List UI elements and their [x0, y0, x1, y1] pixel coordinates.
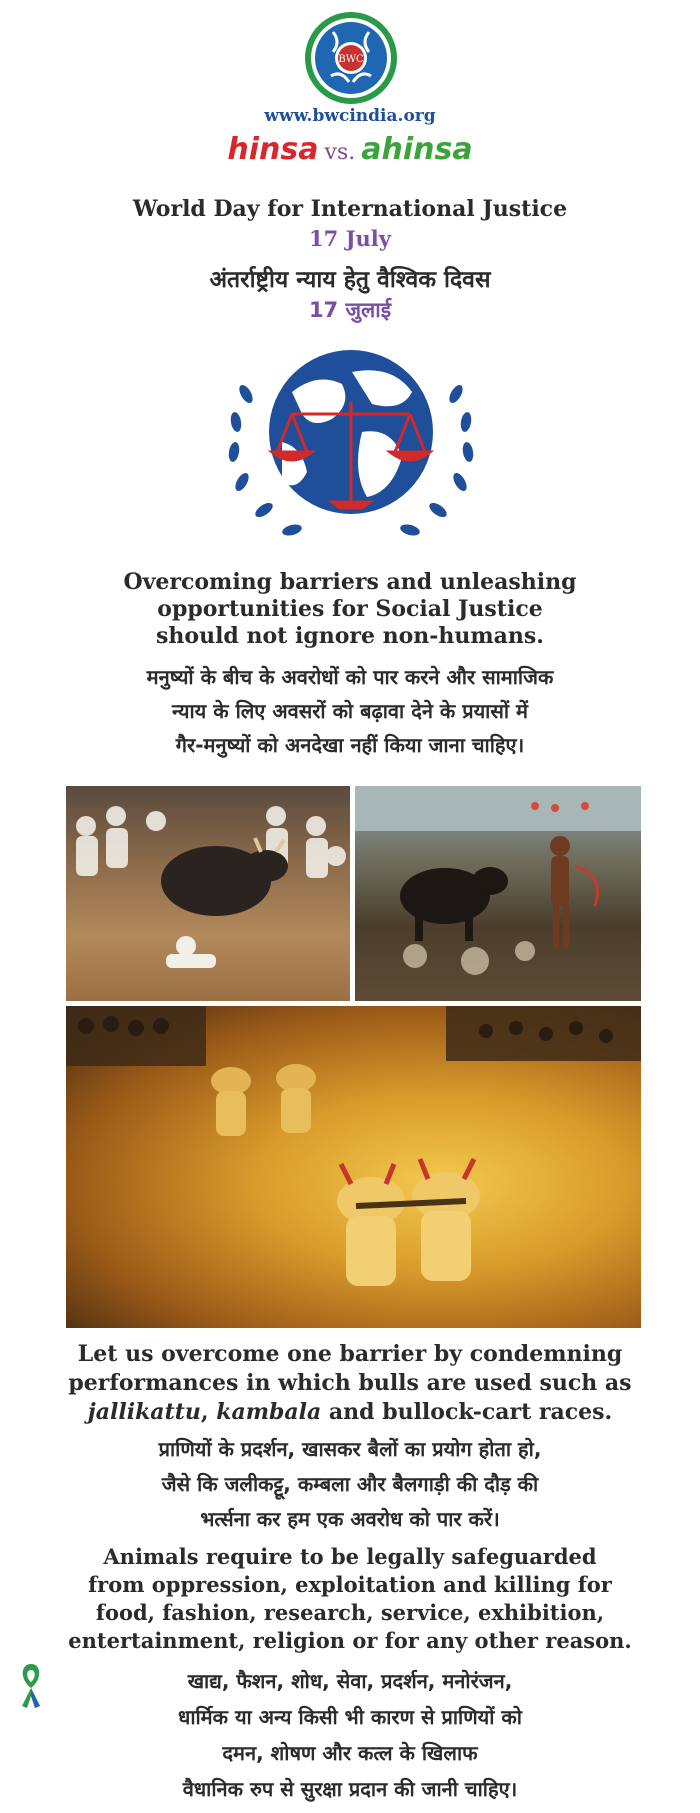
- event-date-hi: 17 जुलाई: [308, 298, 392, 322]
- jallikattu-term: jallikattu: [87, 1399, 201, 1425]
- bullock-cart-race-photo: [66, 1006, 641, 1328]
- hinsa-vs-ahinsa-heading: [0, 132, 700, 167]
- event-title-en: World Day for International Justice: [132, 196, 568, 222]
- closing-en-line: from oppression, exploitation and killing for: [88, 1572, 612, 1597]
- ahinsa-word: ahinsa: [361, 132, 473, 167]
- closing-en-line: Animals require to be legally safeguarded: [103, 1544, 597, 1569]
- message-hi-line: गैर-मनुष्यों को अनदेखा नहीं किया जाना चाहिए।: [175, 733, 525, 757]
- closing-en-line: entertainment, religion or for any other reason.: [68, 1628, 632, 1653]
- message-hi-line: न्याय के लिए अवसरों को बढ़ावा देने के प्रयासों में: [172, 699, 528, 723]
- kambala-term: kambala: [216, 1399, 322, 1425]
- closing-en-line: Let us overcome one barrier by condemning: [77, 1341, 623, 1367]
- hinsa-word: hinsa: [227, 132, 319, 167]
- message-en-line: opportunities for Social Justice: [157, 596, 543, 622]
- closing-hi-line: भर्त्सना कर हम एक अवरोध को पार करें।: [200, 1507, 500, 1531]
- closing-en-paragraph-2: [0, 1543, 700, 1655]
- closing-hi-line: दमन, शोषण और कत्ल के खिलाफ: [222, 1741, 478, 1765]
- closing-hi-paragraph-1: [0, 1432, 700, 1537]
- closing-en-line: food, fashion, research, service, exhibition,: [95, 1600, 605, 1625]
- logo-text: BWC: [338, 54, 364, 65]
- closing-hi-line: खाद्य, फैशन, शोध, सेवा, प्रदर्शन, मनोरंजन,: [187, 1669, 513, 1693]
- term-separator: ,: [200, 1399, 217, 1425]
- jallikattu-photo: [66, 786, 350, 1001]
- kambala-photo: [355, 786, 641, 1001]
- message-hi-line: मनुष्यों के बीच के अवरोधों को पार करने और सामाजिक: [146, 665, 554, 689]
- closing-hi-line: जैसे कि जलीकट्टू, कम्बला और बैलगाड़ी की दौड़ की: [161, 1472, 539, 1496]
- message-en: [0, 569, 700, 650]
- justice-globe-emblem: [222, 332, 480, 554]
- event-title-hi: अंतर्राष्ट्रीय न्याय हेतु वैश्विक दिवस: [209, 267, 491, 293]
- closing-en-paragraph-1: [0, 1340, 700, 1427]
- bwc-logo: [303, 10, 399, 106]
- vs-word: vs.: [324, 140, 356, 165]
- closing-en-line: [0, 1398, 700, 1427]
- message-en-line: should not ignore non-humans.: [156, 623, 544, 649]
- closing-hi-line: धार्मिक या अन्य किसी भी कारण से प्राणियों को: [178, 1705, 522, 1729]
- message-en-line: Overcoming barriers and unleashing: [123, 569, 577, 595]
- closing-en-line: performances in which bulls are used such as: [68, 1370, 632, 1396]
- closing-hi-line: वैधानिक रुप से सुरक्षा प्रदान की जानी चाहिए।: [182, 1777, 518, 1801]
- closing-en-tail: and bullock-cart races.: [321, 1399, 613, 1425]
- message-hi: [0, 660, 700, 762]
- event-date-en: 17 July: [309, 226, 391, 251]
- closing-hi-line: प्राणियों के प्रदर्शन, खासकर बैलों का प्रयोग होता हो,: [158, 1437, 542, 1461]
- website-url[interactable]: www.bwcindia.org: [264, 106, 436, 126]
- closing-hi-paragraph-2: [0, 1663, 700, 1807]
